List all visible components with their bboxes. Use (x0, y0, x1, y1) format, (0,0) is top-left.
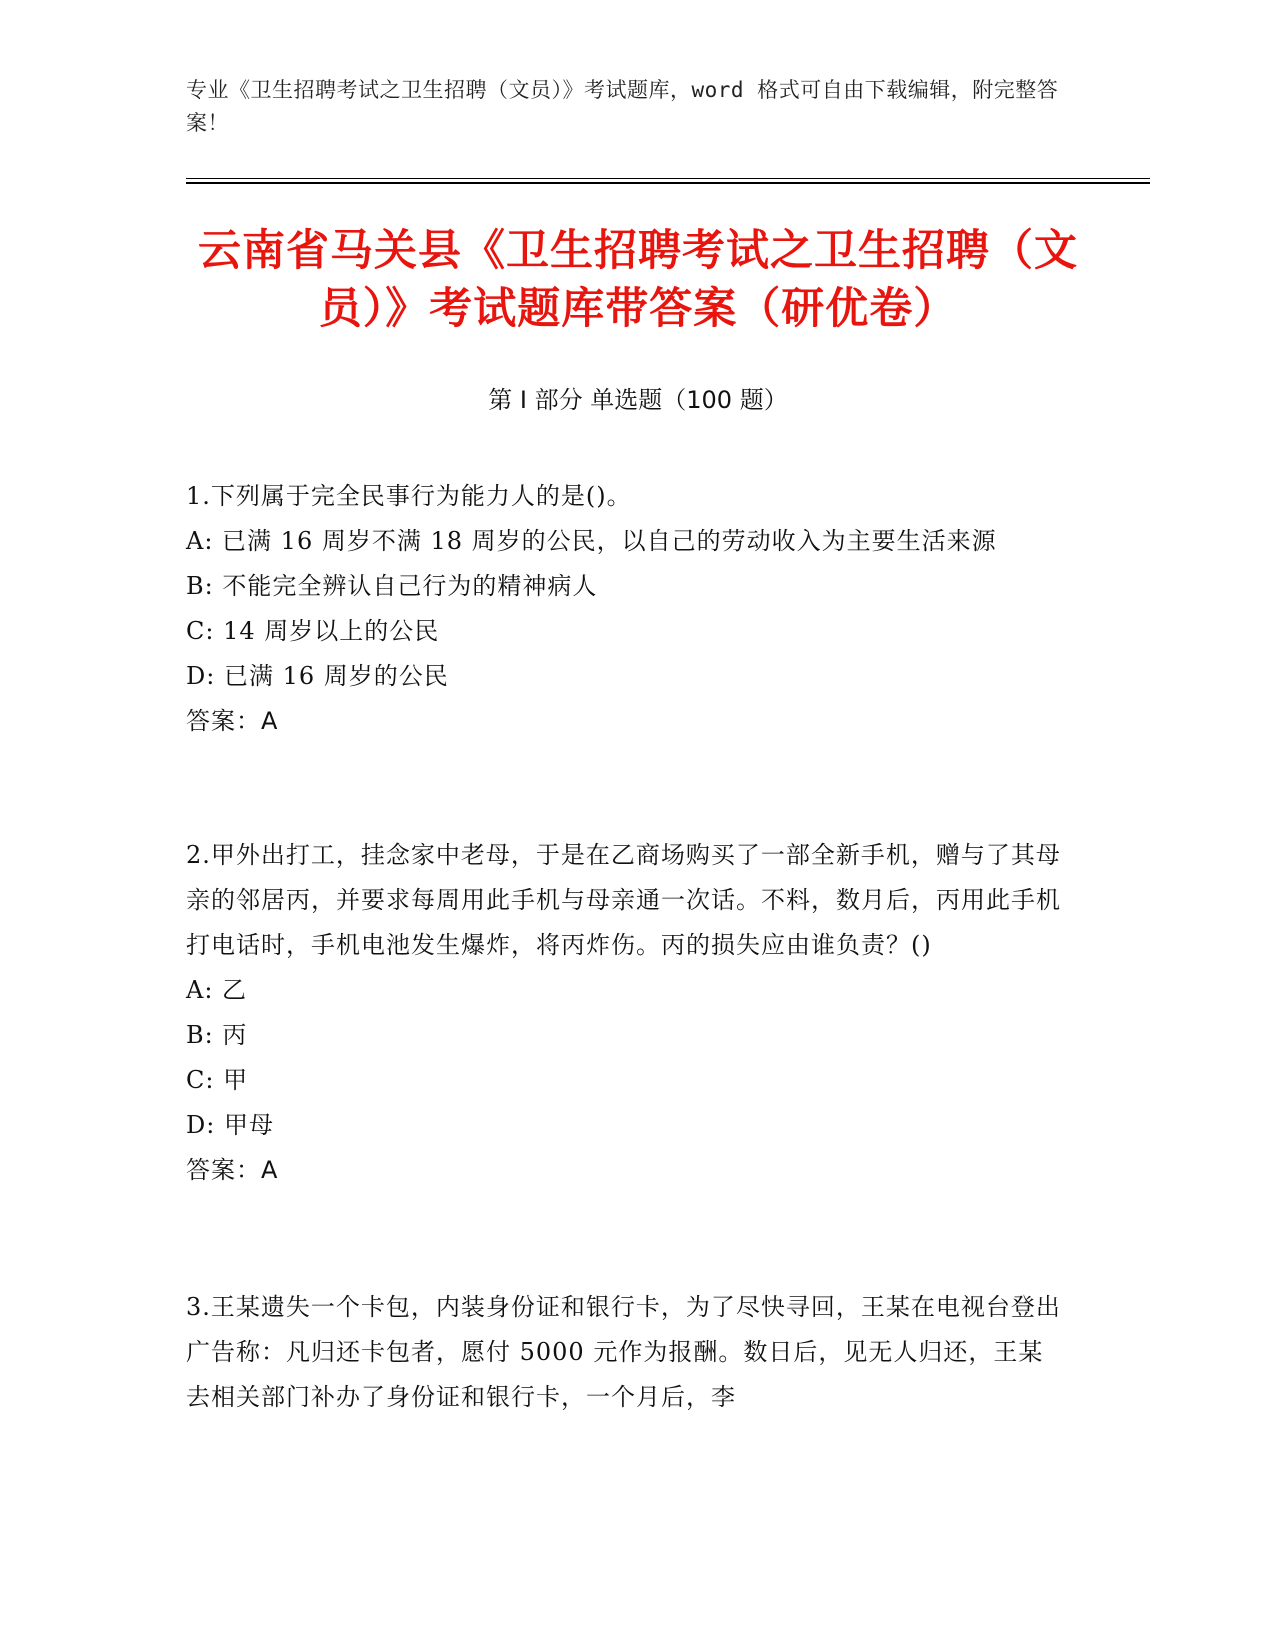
header-divider-thick (186, 182, 1150, 184)
option-b: B: 丙 (186, 1021, 248, 1049)
answer-line: 答案：A (186, 1156, 279, 1184)
header-divider-thin (186, 178, 1150, 179)
header-note: 专业《卫生招聘考试之卫生招聘（文员）》考试题库，word 格式可自由下载编辑，附完整答案！ (186, 78, 1059, 135)
document-title: 云南省马关县《卫生招聘考试之卫生招聘（文员）》考试题库带答案（研优卷） (198, 226, 1078, 334)
question-3 (186, 1285, 1066, 1420)
answer-line: 答案：A (186, 707, 279, 735)
option-d: D: 已满 16 周岁的公民 (186, 662, 449, 690)
option-d: D: 甲母 (186, 1111, 274, 1139)
section-heading: 第 I 部分 单选题（100 题） (488, 386, 788, 414)
question-2 (186, 833, 1066, 1193)
option-c: C: 甲 (186, 1066, 249, 1094)
question-1 (186, 474, 1066, 744)
option-a: A: 乙 (186, 976, 248, 1004)
question-stem: 2.甲外出打工，挂念家中老母，于是在乙商场购买了一部全新手机，赠与了其母亲的邻居丙，并要求每周用此手机与母亲通一次话。不料，数月后，丙用此手机打电话时，手机电池发生爆炸，将丙炸伤。丙的损失应由谁负责？() (186, 841, 1061, 959)
option-b: B: 不能完全辨认自己行为的精神病人 (186, 572, 598, 600)
option-a: A: 已满 16 周岁不满 18 周岁的公民，以自己的劳动收入为主要生活来源 (186, 527, 997, 555)
question-stem: 3.王某遗失一个卡包，内装身份证和银行卡，为了尽快寻回，王某在电视台登出广告称：凡归还卡包者，愿付 5000 元作为报酬。数日后，见无人归还，王某去相关部门补办了身份证和银行卡，一个月后，李 (186, 1293, 1061, 1411)
question-stem: 1.下列属于完全民事行为能力人的是()。 (186, 482, 632, 510)
option-c: C: 14 周岁以上的公民 (186, 617, 440, 645)
